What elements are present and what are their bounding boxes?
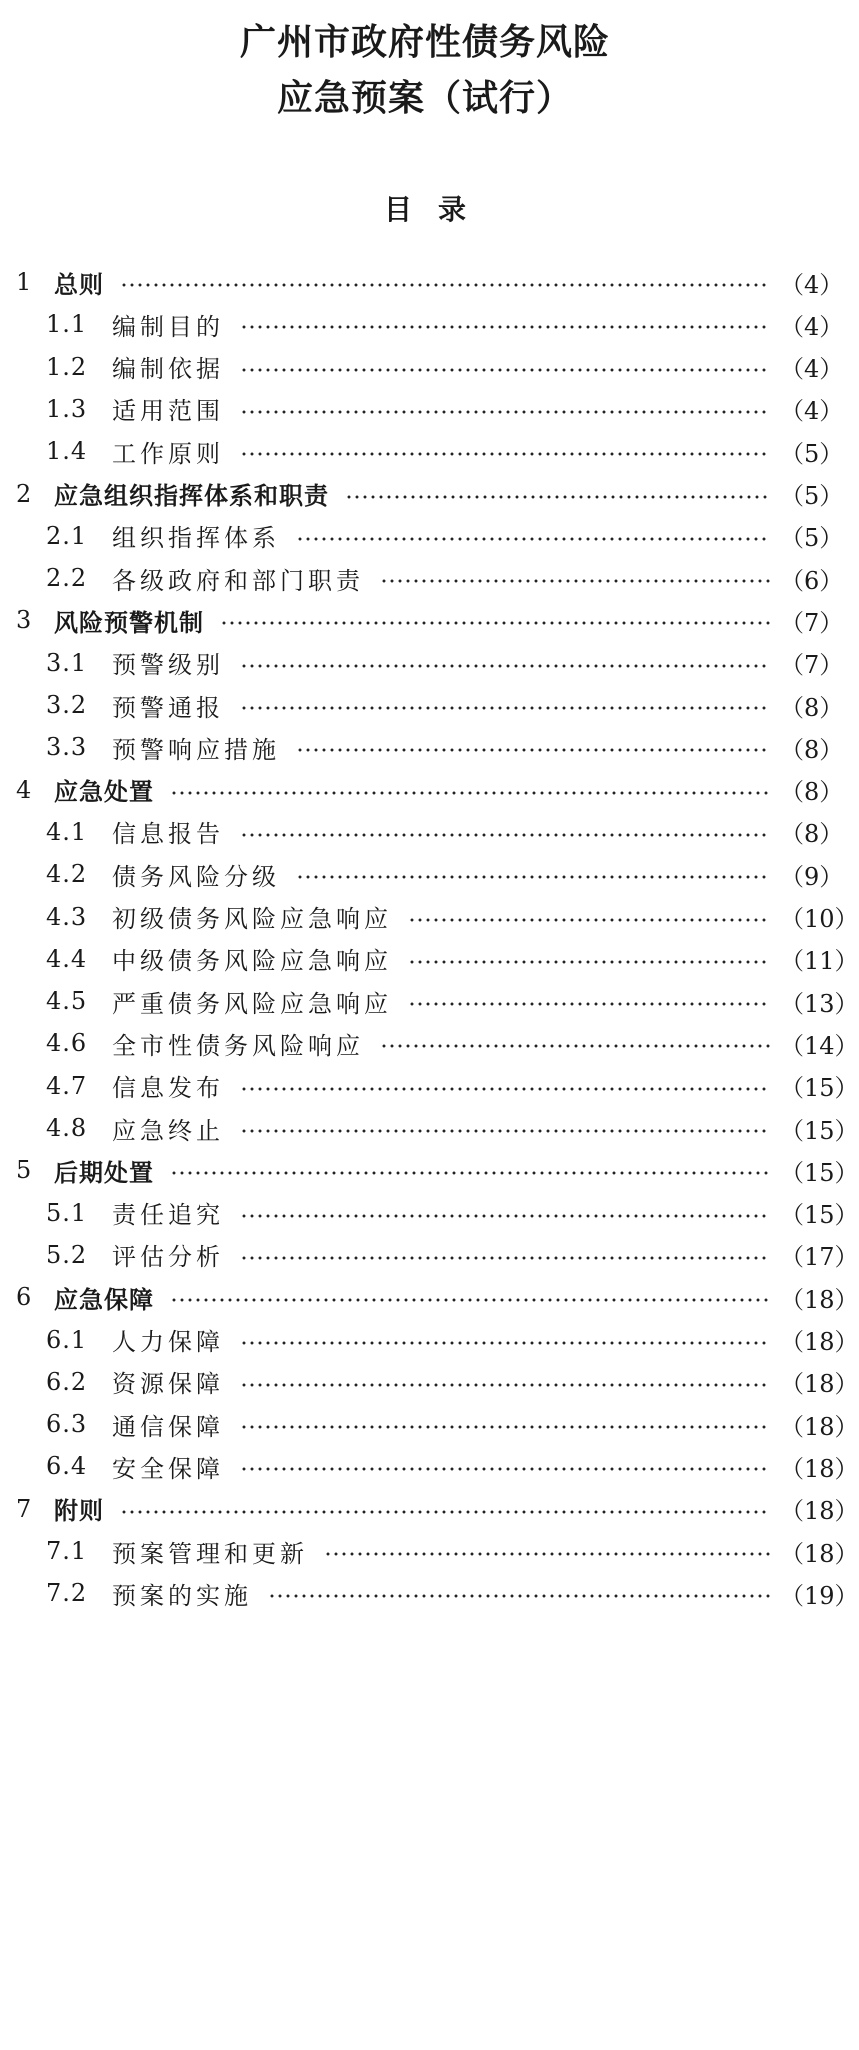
dot-leader <box>240 368 770 372</box>
toc-section-entry[interactable] <box>0 474 850 514</box>
toc-entry-title: 债务风险分级 <box>112 862 280 891</box>
dot-leader <box>380 1044 770 1048</box>
toc-entry-number: 4.6 <box>46 1029 88 1058</box>
title-line-2: 应急预案（试行） <box>276 77 573 119</box>
toc-entry-page-number: （5） <box>780 439 844 468</box>
toc-entry-page-number: （6） <box>780 566 844 595</box>
toc-entry-page-number: （18） <box>780 1539 859 1568</box>
toc-entry-page-number: （15） <box>780 1074 859 1103</box>
toc-entry-title: 应急保障 <box>54 1285 154 1314</box>
toc-subsection-entry[interactable] <box>0 1066 859 1106</box>
dot-leader <box>240 1383 770 1387</box>
toc-entry-page-number: （4） <box>780 312 844 341</box>
toc-subsection-entry[interactable] <box>0 1573 859 1613</box>
toc-entry-page-number: （8） <box>780 693 844 722</box>
toc-entry-title: 责任追究 <box>112 1201 224 1230</box>
dot-leader <box>324 1552 770 1556</box>
toc-entry-page-number: （15） <box>780 1158 859 1187</box>
toc-entry-page-number: （19） <box>780 1581 859 1610</box>
toc-entry-title: 工作原则 <box>112 439 224 468</box>
dot-leader <box>240 1087 770 1091</box>
toc-section-entry[interactable] <box>0 1277 859 1317</box>
toc-entry-number: 4.5 <box>46 987 88 1016</box>
toc-entry-title: 总则 <box>54 270 104 299</box>
toc-entry-number: 4 <box>16 775 32 804</box>
toc-subsection-entry[interactable] <box>0 1193 859 1233</box>
toc-entry-page-number: （8） <box>780 735 844 764</box>
toc-entry-page-number: （4） <box>780 397 844 426</box>
toc-entry-title: 编制目的 <box>112 312 224 341</box>
toc-entry-title: 人力保障 <box>112 1328 224 1356</box>
dot-leader <box>240 833 770 837</box>
toc-entry-page-number: （18） <box>780 1412 859 1441</box>
dot-leader <box>240 1214 770 1218</box>
toc-entry-number: 6.4 <box>46 1452 88 1481</box>
toc-entry-title: 编制依据 <box>112 355 224 384</box>
toc-entry-title: 信息报告 <box>112 820 224 849</box>
toc-subsection-entry[interactable] <box>0 812 850 852</box>
toc-entry-number: 7.1 <box>46 1537 88 1565</box>
toc-entry-page-number: （10） <box>780 905 859 933</box>
toc-entry-page-number: （8） <box>780 778 844 807</box>
dot-leader <box>268 1594 770 1598</box>
toc-entry-title: 安全保障 <box>112 1454 224 1483</box>
toc-subsection-entry[interactable] <box>0 389 850 429</box>
toc-subsection-entry[interactable] <box>0 685 850 725</box>
toc-subsection-entry[interactable] <box>0 1362 859 1402</box>
toc-entry-number: 5.1 <box>46 1198 88 1227</box>
toc-entry-title: 评估分析 <box>112 1243 224 1272</box>
toc-section-entry[interactable] <box>0 770 850 810</box>
toc-entry-page-number: （13） <box>780 989 859 1018</box>
toc-entry-page-number: （4） <box>780 355 844 384</box>
toc-entry-title: 应急处置 <box>54 778 154 807</box>
toc-entry-page-number: （8） <box>780 820 844 849</box>
dot-leader <box>240 1256 770 1260</box>
toc-entry-title: 预案的实施 <box>112 1581 252 1610</box>
toc-entry-number: 4.8 <box>46 1114 88 1142</box>
dot-leader <box>240 706 770 710</box>
dot-leader <box>170 1298 770 1302</box>
toc-entry-number: 6.2 <box>46 1367 88 1396</box>
toc-entry-title: 适用范围 <box>112 397 224 426</box>
dot-leader <box>240 664 770 668</box>
toc-entry-number: 2.2 <box>46 564 88 593</box>
toc-entry-title: 资源保障 <box>112 1370 224 1399</box>
dot-leader <box>408 918 770 922</box>
toc-entry-number: 5.2 <box>46 1240 88 1269</box>
toc-entry-page-number: （18） <box>780 1370 859 1399</box>
toc-heading: 目录 <box>383 193 492 226</box>
toc-entry-title: 附则 <box>54 1497 104 1526</box>
dot-leader <box>345 495 770 499</box>
dot-leader <box>240 410 770 414</box>
title-line-1: 广州市政府性债务风险 <box>239 21 610 63</box>
toc-subsection-entry[interactable] <box>0 516 850 556</box>
dot-leader <box>296 748 770 752</box>
toc-entry-page-number: （7） <box>780 651 844 680</box>
toc-entry-number: 3.2 <box>46 691 88 719</box>
toc-entry-page-number: （18） <box>780 1497 859 1526</box>
dot-leader <box>296 875 770 879</box>
toc-section-entry[interactable] <box>0 600 850 640</box>
toc-entry-page-number: （5） <box>780 482 844 510</box>
toc-entry-page-number: （15） <box>780 1201 859 1230</box>
toc-entry-number: 2 <box>16 479 32 508</box>
toc-entry-number: 4.2 <box>46 860 88 889</box>
toc-entry-number: 7 <box>16 1494 32 1523</box>
toc-entry-page-number: （4） <box>780 270 844 299</box>
dot-leader <box>240 452 770 456</box>
toc-entry-number: 6 <box>16 1283 32 1312</box>
dot-leader <box>240 1467 770 1471</box>
toc-subsection-entry[interactable] <box>0 643 850 683</box>
dot-leader <box>120 1510 770 1514</box>
toc-section-entry[interactable] <box>0 1489 859 1529</box>
toc-entry-number: 6.3 <box>46 1410 88 1439</box>
dot-leader <box>380 579 770 583</box>
toc-entry-title: 中级债务风险应急响应 <box>112 947 392 976</box>
toc-section-entry[interactable] <box>0 1150 859 1190</box>
toc-entry-number: 6.1 <box>46 1325 88 1354</box>
dot-leader <box>240 1425 770 1429</box>
toc-subsection-entry[interactable] <box>0 1235 859 1275</box>
document-title <box>0 14 850 126</box>
dot-leader <box>120 283 770 287</box>
toc-entry-number: 4.4 <box>46 944 88 973</box>
toc-entry-number: 1.1 <box>46 310 88 339</box>
toc-subsection-entry[interactable] <box>0 347 850 387</box>
toc-entry-page-number: （7） <box>780 608 844 637</box>
toc-entry-page-number: （14） <box>780 1031 859 1060</box>
toc-entry-title: 应急组织指挥体系和职责 <box>54 482 329 510</box>
toc-entry-title: 各级政府和部门职责 <box>112 566 364 595</box>
dot-leader <box>296 537 770 541</box>
toc-entry-number: 3 <box>16 606 32 635</box>
dot-leader <box>220 621 770 625</box>
toc-entry-page-number: （11） <box>780 947 859 976</box>
toc-entry-page-number: （17） <box>780 1243 859 1272</box>
toc-subsection-entry[interactable] <box>0 939 859 979</box>
toc-subsection-entry[interactable] <box>0 1446 859 1486</box>
toc-entry-number: 1.2 <box>46 352 88 381</box>
toc-entry-title: 后期处置 <box>54 1158 154 1187</box>
toc-entry-title: 预警级别 <box>112 651 224 680</box>
toc-subsection-entry[interactable] <box>0 727 850 767</box>
toc-entry-title: 风险预警机制 <box>54 608 204 637</box>
toc-subsection-entry[interactable] <box>0 558 850 598</box>
toc-entry-page-number: （18） <box>780 1285 859 1314</box>
toc-entry-number: 1.3 <box>46 394 88 423</box>
dot-leader <box>408 1002 770 1006</box>
toc-section-entry[interactable] <box>0 262 850 302</box>
toc-entry-number: 5 <box>16 1156 32 1185</box>
toc-subsection-entry[interactable] <box>0 1404 859 1444</box>
toc-entry-title: 通信保障 <box>112 1412 224 1441</box>
toc-entry-page-number: （9） <box>780 862 844 891</box>
toc-subsection-entry[interactable] <box>0 1531 859 1571</box>
toc-entry-title: 预案管理和更新 <box>112 1539 308 1568</box>
toc-subsection-entry[interactable] <box>0 1320 859 1360</box>
toc-subsection-entry[interactable] <box>0 431 850 471</box>
toc-entry-page-number: （5） <box>780 524 844 553</box>
dot-leader <box>408 960 770 964</box>
toc-entry-title: 初级债务风险应急响应 <box>112 905 392 933</box>
toc-subsection-entry[interactable] <box>0 1023 859 1063</box>
dot-leader <box>240 1129 770 1133</box>
toc-entry-title: 信息发布 <box>112 1074 224 1103</box>
toc-entry-number: 4.7 <box>46 1071 88 1100</box>
toc-subsection-entry[interactable] <box>0 897 859 937</box>
toc-entry-title: 预警通报 <box>112 693 224 722</box>
toc-subsection-entry[interactable] <box>0 854 850 894</box>
toc-subsection-entry[interactable] <box>0 304 850 344</box>
toc-entry-title: 应急终止 <box>112 1116 224 1145</box>
toc-entry-title: 组织指挥体系 <box>112 524 280 553</box>
dot-leader <box>240 1341 770 1345</box>
dot-leader <box>170 791 770 795</box>
toc-subsection-entry[interactable] <box>0 981 859 1021</box>
toc-entry-page-number: （18） <box>780 1328 859 1356</box>
dot-leader <box>240 325 770 329</box>
toc-entry-page-number: （15） <box>780 1116 859 1145</box>
toc-entry-number: 1.4 <box>46 437 88 466</box>
toc-entry-title: 严重债务风险应急响应 <box>112 989 392 1018</box>
toc-subsection-entry[interactable] <box>0 1108 859 1148</box>
toc-entry-number: 3.1 <box>46 648 88 677</box>
toc-entry-page-number: （18） <box>780 1454 859 1483</box>
toc-entry-number: 1 <box>16 268 32 296</box>
toc-entry-number: 4.3 <box>46 902 88 931</box>
toc-entry-number: 3.3 <box>46 733 88 762</box>
toc-entry-number: 7.2 <box>46 1579 88 1608</box>
toc-entry-number: 2.1 <box>46 521 88 550</box>
toc-entry-title: 全市性债务风险响应 <box>112 1031 364 1060</box>
dot-leader <box>170 1171 770 1175</box>
toc-entry-title: 预警响应措施 <box>112 735 280 764</box>
toc-entry-number: 4.1 <box>46 817 88 846</box>
